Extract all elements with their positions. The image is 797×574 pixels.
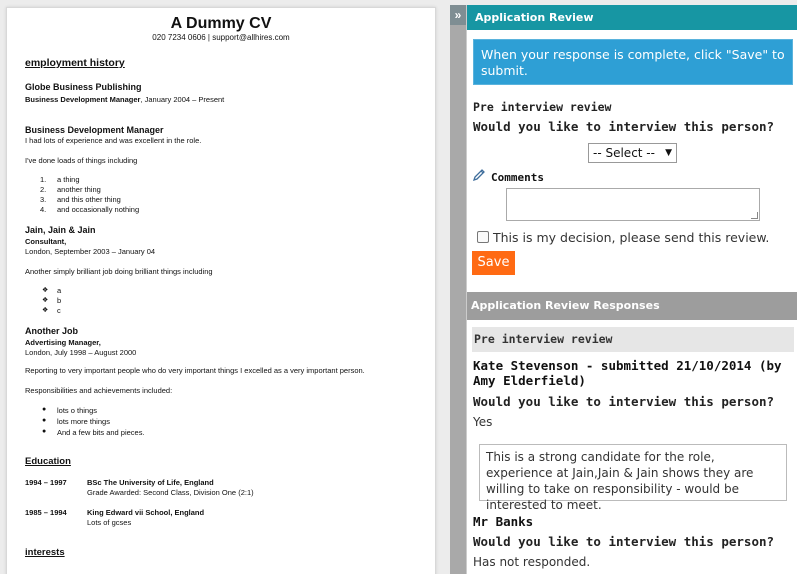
another-desc: Reporting to very important people who do very important things I excelled as a very important person. [25, 366, 365, 375]
jain-company: Jain, Jain & Jain [25, 225, 96, 235]
cv-contact: 020 7234 0606 | support@allhires.com [152, 33, 290, 42]
job-company: Globe Business Publishing [25, 82, 142, 92]
list-item: a [57, 286, 62, 295]
jain-role: Consultant, [25, 237, 67, 246]
job-role-dates: Business Development Manager, January 2004 – Present [25, 95, 225, 104]
save-button[interactable]: Save [472, 251, 515, 275]
employment-heading: employment history [25, 57, 125, 69]
list-number: 3. [40, 195, 47, 204]
list-number: 1. [40, 175, 47, 184]
response-answer: Yes [473, 415, 493, 429]
interests-heading: interests [25, 547, 65, 558]
another-role: Advertising Manager, [25, 338, 101, 347]
edu-name: King Edward vii School, England [87, 508, 205, 517]
list-item: c [57, 306, 61, 315]
decision-checkbox[interactable] [477, 231, 489, 243]
response-answer: Has not responded. [473, 555, 591, 569]
interview-select[interactable] [588, 143, 677, 163]
cv-document [6, 7, 436, 574]
list-item: another thing [57, 185, 101, 194]
edu-detail: Grade Awarded: Second Class, Division One (2:1) [87, 488, 254, 497]
edu-years: 1985 – 1994 [25, 508, 67, 517]
list-item: And a few bits and pieces. [57, 428, 145, 437]
edu-years: 1994 – 1997 [25, 478, 67, 487]
another-resp-intro: Responsibilities and achievements included: [25, 386, 173, 395]
bullet-icon: ● [42, 417, 47, 424]
dropdown-arrow-icon: ▼ [665, 148, 672, 158]
response-author: Kate Stevenson - submitted 21/10/2014 (by Amy Elderfield) [473, 358, 782, 388]
another-company: Another Job [25, 326, 78, 336]
response-comment: This is a strong candidate for the role, experience at Jain,Jain & Jain shows they are willing to take on responsibility - would be interested to meet. [479, 444, 787, 501]
cv-title: A Dummy CV [170, 15, 272, 32]
panel-header: Application Review [467, 5, 797, 30]
list-number: 2. [40, 185, 47, 194]
list-item: lots more things [57, 417, 110, 426]
edu-detail: Lots of gcses [87, 518, 132, 527]
diamond-bullet-icon: ❖ [42, 297, 49, 304]
list-item: lots o things [57, 406, 98, 415]
list-number: 4. [40, 205, 47, 214]
list-item: and this other thing [57, 195, 121, 204]
edu-name: BSc The University of Life, England [87, 478, 214, 487]
review-panel [466, 5, 797, 574]
list-item: b [57, 296, 62, 305]
bullet-icon: ● [42, 406, 47, 413]
comments-label: Comments [491, 171, 544, 184]
list-item: a thing [57, 175, 80, 184]
bdm-intro: I've done loads of things including [25, 156, 138, 165]
bdm-heading: Business Development Manager [25, 125, 164, 135]
jain-desc: Another simply brilliant job doing brilliant things including [25, 267, 213, 276]
bdm-desc: I had lots of experience and was excellent in the role. [25, 136, 202, 145]
comments-textarea[interactable] [506, 188, 760, 221]
list-item: and occasionally nothing [57, 205, 140, 214]
response-author: Mr Banks [473, 514, 534, 529]
bullet-icon: ● [42, 428, 47, 435]
another-dates: London, July 1998 – August 2000 [25, 348, 137, 357]
decision-label: This is my decision, please send this review. [493, 230, 770, 245]
responses-header: Application Review Responses [467, 292, 797, 320]
resize-grip-icon[interactable] [751, 212, 758, 219]
select-value: -- Select -- [593, 146, 655, 160]
response-question: Would you like to interview this person? [473, 534, 775, 549]
response-question: Would you like to interview this person? [473, 394, 775, 409]
question-label: Would you like to interview this person? [473, 119, 775, 134]
info-banner: When your response is complete, click "Save" to submit. [473, 39, 793, 85]
diamond-bullet-icon: ❖ [42, 287, 49, 294]
stage-label: Pre interview review [473, 100, 612, 114]
jain-dates: London, September 2003 – January 04 [25, 247, 156, 256]
panel-collapse-strip [450, 5, 466, 574]
pencil-icon [472, 168, 486, 182]
diamond-bullet-icon: ❖ [42, 307, 49, 314]
education-heading: Education [25, 456, 71, 467]
double-chevron-right-icon[interactable]: » [450, 5, 466, 25]
responses-stage: Pre interview review [472, 327, 794, 352]
